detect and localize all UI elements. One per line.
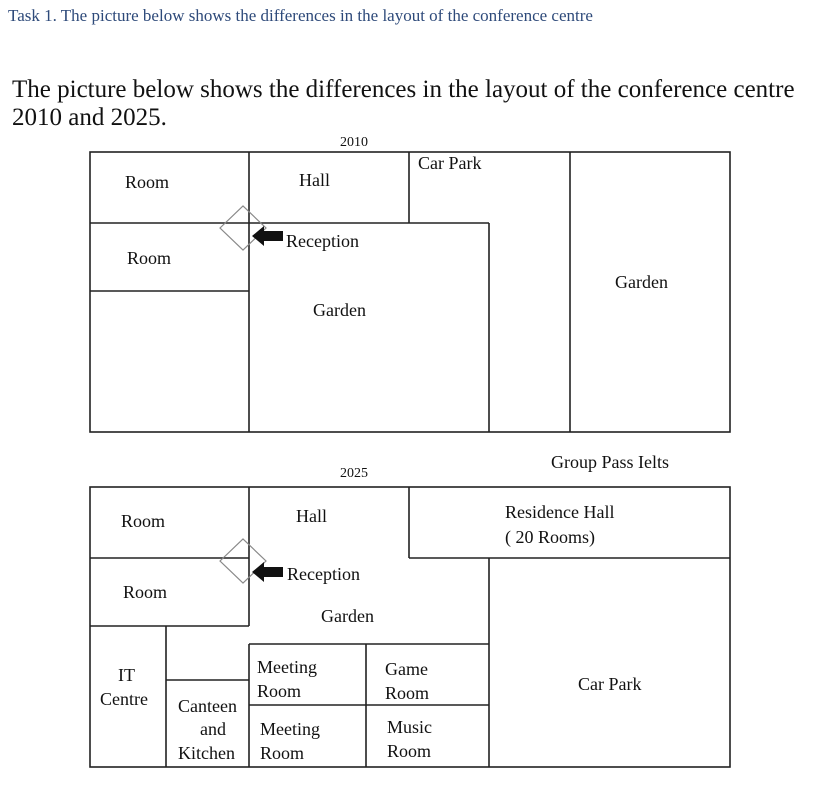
entrance-diamond [220, 206, 266, 250]
car-park-label: Car Park [578, 674, 642, 694]
watermark-text: Group Pass Ielts [551, 452, 669, 472]
reception-label: Reception [286, 231, 359, 251]
arrow-left-icon [252, 226, 283, 246]
heading-line-1: The picture below shows the differences in the layout of the conference centre [12, 76, 795, 103]
hall-label: Hall [296, 506, 327, 526]
residence-hall-rooms-label: ( 20 Rooms) [505, 527, 595, 547]
game-room-label-line1: Game [385, 659, 428, 679]
year-label-2010: 2010 [340, 135, 368, 150]
room-label: Room [127, 248, 172, 268]
car-park-label: Car Park [418, 153, 482, 173]
canteen-label-line2: and [200, 719, 226, 739]
garden-label: Garden [615, 272, 668, 292]
it-centre-label-line1: IT [118, 665, 135, 685]
room-label: Room [125, 172, 170, 192]
music-room-label-line1: Music [387, 717, 432, 737]
arrow-left-icon [252, 562, 283, 582]
room-label: Room [123, 582, 168, 602]
game-room-label-line2: Room [385, 683, 430, 703]
hall-label: Hall [299, 170, 330, 190]
room-label: Room [121, 511, 166, 531]
music-room-label-line2: Room [387, 741, 432, 761]
meeting-room-label-line1: Meeting [257, 657, 317, 677]
map-2010 [90, 135, 730, 432]
garden-label: Garden [321, 606, 374, 626]
canteen-label-line3: Kitchen [178, 743, 235, 763]
meeting-room-label-line2: Room [260, 743, 305, 763]
canteen-label-line1: Canteen [178, 696, 237, 716]
conference-centre-maps [0, 70, 834, 788]
map-2025 [90, 466, 730, 767]
reception-label: Reception [287, 564, 360, 584]
map-2010-outline [90, 152, 730, 432]
garden-label: Garden [313, 300, 366, 320]
residence-hall-label: Residence Hall [505, 502, 615, 522]
it-centre-label-line2: Centre [100, 689, 148, 709]
year-label-2025: 2025 [340, 466, 368, 481]
meeting-room-label-line1: Meeting [260, 719, 320, 739]
task-title: Task 1. The picture below shows the differences in the layout of the conference centre [8, 6, 593, 25]
meeting-room-label-line2: Room [257, 681, 302, 701]
heading-line-2: 2010 and 2025. [12, 104, 167, 131]
